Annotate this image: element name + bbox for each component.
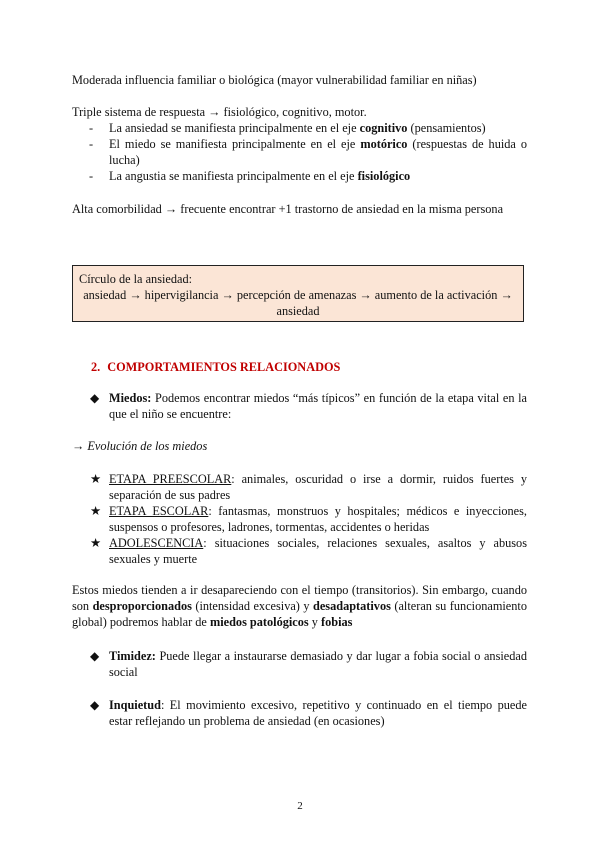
box-title: Círculo de la ansiedad: [79, 272, 193, 286]
star-bullet-icon: ★ [90, 536, 102, 550]
bullet-inquietud: ◆ Inquietud: El movimiento excesivo, repetitivo y continuado en el tiempo puede estar reflejando un problema de ansiedad (en ocasiones) [90, 698, 527, 728]
bullet-timidez: ◆ Timidez: Puede llegar a instaurarse demasiado y dar lugar a fobia social o ansiedad social [90, 649, 527, 679]
star-bullet-icon: ★ [90, 504, 102, 518]
diamond-bullet-icon: ◆ [90, 391, 100, 405]
list-item: ★ ETAPA PREESCOLAR: animales, oscuridad o irse a dormir, ruidos fuertes y separación de sus padres [90, 472, 527, 502]
list-item: - La ansiedad se manifiesta principalmente en el eje cognitivo (pensamientos) [89, 121, 486, 135]
box-body: ansiedad → hipervigilancia → percepción de amenazas → aumento de la activación → ansiedad [83, 288, 513, 318]
page-number: 2 [297, 800, 303, 812]
list-item: - El miedo se manifiesta principalmente en el eje motórico (respuestas de huida o lucha) [89, 137, 527, 167]
bold-term: motórico [360, 137, 408, 151]
bold-term: Timidez: [109, 649, 156, 663]
star-bullet-icon: ★ [90, 472, 102, 486]
list-item: ★ ETAPA ESCOLAR: fantasmas, monstruos y hospitales; médicos e inyecciones, suspensos o profesores, ladrones, tormentas, accidentes o heridas [90, 504, 527, 534]
bold-term: cognitivo [359, 121, 408, 135]
section-title: COMPORTAMIENTOS RELACIONADOS [107, 360, 341, 374]
stages-list [90, 471, 527, 567]
paragraph-triple-system: Triple sistema de respuesta → fisiológico, cognitivo, motor. [72, 105, 367, 119]
paragraph-comorbidity: Alta comorbilidad → frecuente encontrar +1 trastorno de ansiedad en la misma persona [72, 202, 504, 216]
paragraph-transitory: Estos miedos tienden a ir desapareciendo con el tiempo (transitorios). Sin embargo, cuando son desproporcionados (intensidad excesiva) y desadaptativos (alteran su funcionamiento global) podremos hablar de miedos patológicos y fobias [72, 583, 527, 629]
list-item: - La angustia se manifiesta principalmente en el eje fisiológico [89, 169, 411, 183]
section-number: 2. [91, 360, 101, 374]
dash-marker: - [89, 169, 94, 183]
section-heading [91, 359, 340, 375]
bold-term: Inquietud [109, 698, 161, 712]
arrow-icon: → [72, 439, 88, 453]
anxiety-circle-box [72, 265, 524, 322]
bullet-miedos: ◆ Miedos: Podemos encontrar miedos “más típicos” en función de la etapa vital en la que el niño se encuentre: [90, 391, 527, 421]
diamond-bullet-icon: ◆ [90, 649, 100, 663]
list-item: ★ ADOLESCENCIA: situaciones sociales, relaciones sexuales, asaltos y abusos sexuales y muerte [90, 536, 527, 566]
response-axis-list [72, 120, 527, 184]
bold-term: Miedos: [109, 391, 152, 405]
evolution-heading: → Evolución de los miedos [72, 439, 208, 453]
paragraph-influence: Moderada influencia familiar o biológica (mayor vulnerabilidad familiar en niñas) [72, 73, 477, 87]
diamond-bullet-icon: ◆ [90, 698, 100, 712]
dash-marker: - [89, 137, 94, 151]
dash-marker: - [89, 121, 94, 135]
bold-term: fisiológico [357, 169, 411, 183]
